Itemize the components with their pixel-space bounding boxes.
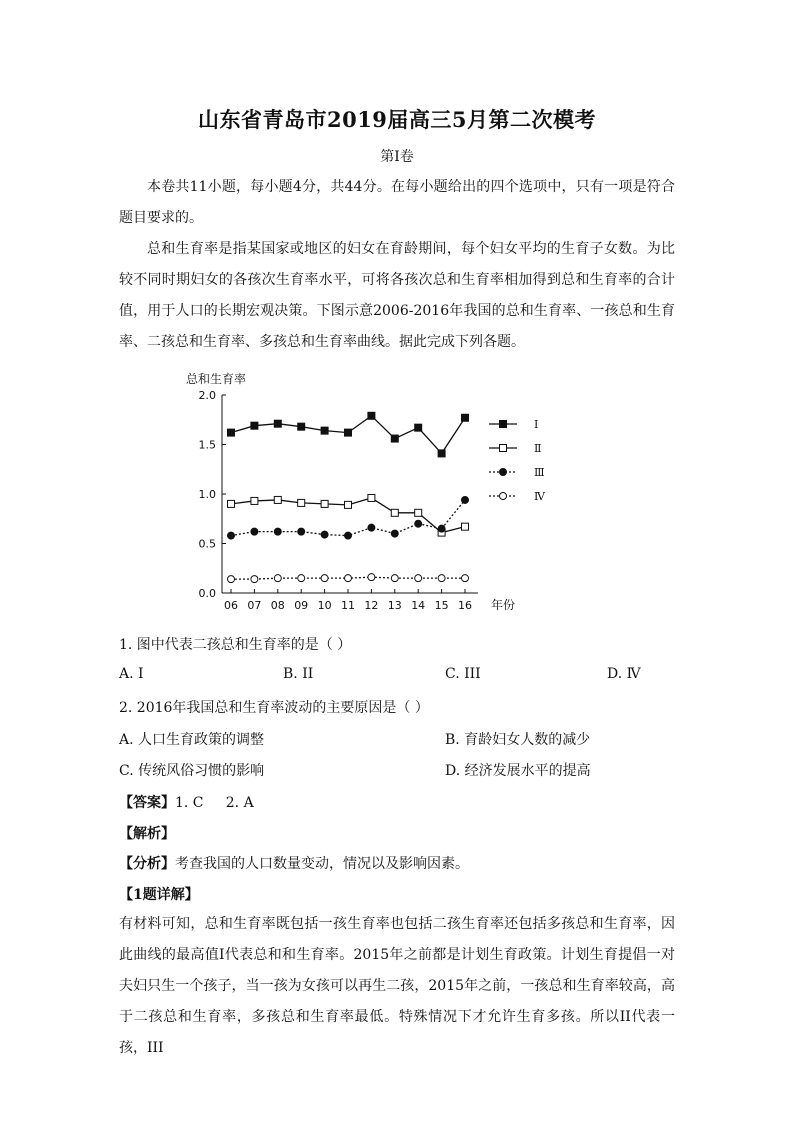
answer-label: 【答案】 xyxy=(119,795,175,811)
x-tick-label: 14 xyxy=(411,599,426,612)
fertility-chart xyxy=(180,364,545,620)
data-point-series-2 xyxy=(228,500,235,507)
data-point-series-2 xyxy=(321,500,328,507)
question-2-option-d: D. 经济发展水平的提高 xyxy=(445,763,591,779)
data-point-series-1 xyxy=(274,420,281,427)
y-tick-label: 0.0 xyxy=(198,587,216,600)
question-1-option-b: B. II xyxy=(283,666,314,682)
data-point-series-1 xyxy=(368,412,375,419)
data-point-series-1 xyxy=(251,422,258,429)
data-point-series-4 xyxy=(368,574,375,581)
data-point-series-1 xyxy=(345,429,352,436)
question-2-option-c: C. 传统风俗习惯的影响 xyxy=(119,763,265,779)
analysis-label: 【解析】 xyxy=(119,826,175,842)
data-point-series-2 xyxy=(345,501,352,508)
y-tick-label: 1.5 xyxy=(198,438,216,452)
data-point-series-2 xyxy=(274,496,281,503)
legend-marker-3 xyxy=(500,469,507,476)
data-point-series-3 xyxy=(321,531,328,538)
data-point-series-1 xyxy=(415,424,422,431)
x-tick-label: 13 xyxy=(387,599,402,612)
data-point-series-1 xyxy=(321,427,328,434)
question-2-stem: 2. 2016年我国总和生育率波动的主要原因是（ ） xyxy=(119,700,429,716)
question-1-option-d: D. Ⅳ xyxy=(607,666,641,682)
data-point-series-3 xyxy=(345,532,352,539)
data-point-series-4 xyxy=(321,575,328,582)
intro-paragraph: 本卷共11小题，每小题4分，共44分。在每小题给出的四个选项中，只有一项是符合题目要求的。 xyxy=(119,179,675,226)
fertility-chart-svg xyxy=(180,364,545,620)
legend-marker-4 xyxy=(500,493,507,500)
data-point-series-4 xyxy=(438,575,445,582)
data-point-series-2 xyxy=(368,494,375,501)
data-point-series-2 xyxy=(251,497,258,504)
y-axis-title: 总和生育率 xyxy=(186,372,247,386)
answer-line xyxy=(119,792,254,812)
data-point-series-4 xyxy=(228,576,235,583)
x-tick-label: 06 xyxy=(224,599,238,612)
data-point-series-1 xyxy=(298,423,305,430)
question-1-option-c: C. III xyxy=(445,666,481,682)
data-point-series-1 xyxy=(391,435,398,442)
x-axis-title: 年份 xyxy=(491,598,516,612)
data-point-series-1 xyxy=(228,429,235,436)
data-point-series-4 xyxy=(298,575,305,582)
legend-marker-1 xyxy=(500,421,507,428)
y-tick-label: 1.0 xyxy=(198,488,216,501)
data-point-series-3 xyxy=(368,524,375,531)
question-2-option-a: A. 人口生育政策的调整 xyxy=(119,732,265,748)
data-point-series-3 xyxy=(462,496,469,503)
data-point-series-3 xyxy=(415,520,422,527)
fenxi-label: 【分析】 xyxy=(119,856,175,872)
fenxi-line xyxy=(119,853,469,873)
data-point-series-3 xyxy=(391,530,398,537)
data-point-series-4 xyxy=(415,575,422,582)
legend-label-1: Ⅰ xyxy=(534,418,539,431)
x-tick-label: 11 xyxy=(341,599,355,612)
data-point-series-4 xyxy=(274,575,281,582)
question-1-option-a: A. I xyxy=(119,666,144,682)
data-point-series-2 xyxy=(415,509,422,516)
legend-marker-2 xyxy=(500,445,507,452)
legend-label-3: Ⅲ xyxy=(534,466,545,479)
data-point-series-4 xyxy=(462,575,469,582)
question-1-stem: 1. 图中代表二孩总和生育率的是（ ） xyxy=(119,637,352,653)
answer-text: 1. C 2. A xyxy=(175,795,254,811)
x-tick-label: 08 xyxy=(270,599,285,612)
x-tick-label: 10 xyxy=(317,599,332,612)
data-point-series-4 xyxy=(391,575,398,582)
data-point-series-4 xyxy=(345,575,352,582)
question-2-option-b: B. 育龄妇女人数的减少 xyxy=(445,732,591,748)
page-title: 山东省青岛市2019届高三5月第二次模考 xyxy=(197,107,597,132)
data-point-series-1 xyxy=(462,414,469,421)
x-tick-label: 16 xyxy=(458,599,472,612)
x-tick-label: 07 xyxy=(247,599,262,612)
data-point-series-1 xyxy=(438,450,445,457)
x-tick-label: 15 xyxy=(434,599,449,612)
legend-label-4: Ⅳ xyxy=(534,490,545,503)
fenxi-text: 考查我国的人口数量变动，情况以及影响因素。 xyxy=(175,856,469,872)
data-point-series-2 xyxy=(298,499,305,506)
section-heading: 第I卷 xyxy=(380,149,414,165)
x-tick-label: 12 xyxy=(364,599,379,612)
data-point-series-3 xyxy=(298,528,305,535)
data-point-series-2 xyxy=(391,509,398,516)
data-point-series-3 xyxy=(274,528,281,535)
material-paragraph: 总和生育率是指某国家或地区的妇女在育龄期间，每个妇女平均的生育子女数。为比较不同时期妇女的各孩次生育率水平，可将各孩次总和生育率相加得到总和生育率的合计值，用于人口的长期宏观决策。下图示意2006-2016年我国的总和生育率、一孩总和生育率、二孩总和生育率、多孩总和生育率曲线。据此完成下列各题。 xyxy=(119,241,675,350)
data-point-series-3 xyxy=(438,525,445,532)
data-point-series-3 xyxy=(251,528,258,535)
data-point-series-2 xyxy=(462,523,469,530)
data-point-series-4 xyxy=(251,576,258,583)
y-tick-label: 2.0 xyxy=(198,389,216,402)
y-tick-label: 0.5 xyxy=(198,537,216,551)
detail-paragraph: 有材料可知，总和生育率既包括一孩生育率也包括二孩生育率还包括多孩总和生育率，因此曲线的最高值I代表总和和生育率。2015年之前都是计划生育政策。计划生育提倡一对夫妇只生一个孩子，当一孩为女孩可以再生二孩，2015年之前，一孩总和生育率较高，高于二孩总和生育率，多孩总和生育率最低。特殊情况下才允许生育多孩。所以II代表一孩，III xyxy=(119,916,675,1056)
legend-label-2: Ⅱ xyxy=(534,442,542,455)
data-point-series-3 xyxy=(228,532,235,539)
x-tick-label: 09 xyxy=(294,599,309,612)
detail-label: 【1题详解】 xyxy=(119,887,199,903)
